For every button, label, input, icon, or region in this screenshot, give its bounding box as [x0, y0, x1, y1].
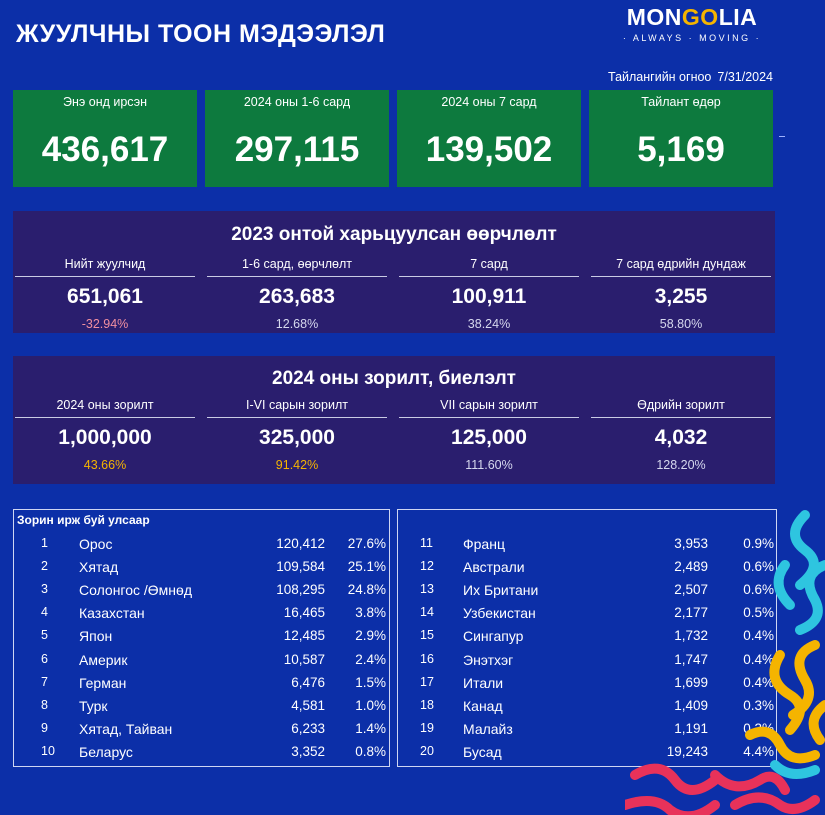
report-date — [602, 70, 773, 84]
target-label: Өдрийн зорилт — [591, 397, 771, 418]
country-count: 1,699 — [674, 674, 708, 690]
logo-wordmark — [612, 4, 772, 31]
country-rank: 1 — [41, 536, 48, 550]
target-achieved: 91.42% — [275, 458, 319, 472]
country-name: Австрали — [463, 559, 525, 576]
country-count: 19,243 — [666, 743, 708, 759]
country-rank: 6 — [41, 651, 48, 666]
country-share: 0.4% — [743, 674, 774, 690]
table-row — [14, 652, 389, 675]
kpi-value: 436,617 — [41, 130, 169, 169]
table-row — [14, 628, 389, 651]
country-count: 12,485 — [283, 628, 325, 644]
country-share: 1.5% — [355, 674, 386, 690]
country-name: Казахстан — [79, 605, 145, 622]
target-july — [397, 397, 581, 472]
country-share: 3.8% — [355, 605, 386, 621]
country-share: 0.9% — [743, 536, 774, 551]
country-name: Бусад — [463, 743, 502, 760]
target-label: 2024 оны зорилт — [15, 397, 195, 418]
logo-text-go: GO — [681, 4, 719, 30]
target-h1 — [205, 397, 389, 472]
country-rank: 3 — [41, 582, 48, 597]
country-name: Франц — [463, 536, 505, 552]
country-count: 1,191 — [674, 720, 708, 736]
report-date-label: Тайлангийн огноо — [608, 70, 712, 84]
logo-text-mon: MON — [626, 4, 682, 30]
country-table-heading: Зорин ирж буй улсаар — [17, 513, 150, 527]
kpi-value: 139,502 — [425, 130, 553, 169]
comparison-change: 58.80% — [659, 317, 703, 331]
target-label: VII сарын зорилт — [399, 397, 579, 418]
comparison-july — [397, 256, 581, 331]
table-row — [14, 744, 389, 767]
country-name: Малайз — [463, 720, 513, 737]
country-rank: 20 — [420, 743, 434, 758]
comparison-value: 3,255 — [654, 285, 708, 308]
divider — [779, 136, 785, 137]
kpi-label: Энэ онд ирсэн — [63, 95, 147, 109]
country-share: 0.3% — [743, 697, 774, 713]
comparison-label: 1-6 сард, өөрчлөлт — [207, 256, 387, 277]
comparison-total — [13, 256, 197, 331]
country-rank: 11 — [420, 536, 433, 550]
country-name: Хятад — [79, 559, 119, 576]
country-share: 2.9% — [355, 628, 386, 644]
target-achieved: 128.20% — [656, 458, 706, 472]
kpi-card-report-day — [589, 90, 773, 187]
country-name: Узбекистан — [463, 605, 536, 622]
country-name: Канад — [463, 697, 503, 714]
country-rank: 4 — [41, 605, 48, 620]
country-share: 0.6% — [743, 582, 774, 598]
table-row — [14, 721, 389, 744]
table-row — [14, 675, 389, 698]
country-share: 1.0% — [355, 697, 386, 713]
country-count: 2,177 — [674, 605, 708, 621]
country-share: 0.4% — [743, 651, 774, 667]
country-share: 25.1% — [347, 559, 386, 575]
target-value: 325,000 — [259, 426, 335, 449]
country-rank: 5 — [41, 628, 48, 643]
country-rank: 12 — [420, 559, 434, 574]
country-rank: 8 — [41, 697, 48, 712]
country-rank: 17 — [420, 674, 434, 689]
table-row — [14, 536, 389, 559]
target-value: 125,000 — [451, 426, 527, 449]
country-name: Энэтхэг — [463, 651, 514, 668]
country-name: Япон — [79, 628, 113, 645]
kpi-value: 297,115 — [234, 130, 360, 169]
country-share: 0.3% — [743, 720, 774, 736]
country-share: 0.8% — [355, 743, 386, 759]
report-date-value: 7/31/2024 — [717, 70, 773, 84]
country-name: Итали — [463, 674, 504, 691]
country-name: Хятад, Тайван — [79, 720, 173, 737]
comparison-panel — [13, 211, 775, 333]
target-value: 4,032 — [654, 426, 708, 449]
comparison-label: Нийт жуулчид — [15, 256, 195, 277]
logo-text-lia: LIA — [718, 4, 758, 30]
country-share: 4.4% — [743, 743, 774, 759]
country-rank: 13 — [420, 582, 434, 597]
kpi-value: 5,169 — [637, 130, 725, 169]
table-row — [14, 605, 389, 628]
table-row — [14, 582, 389, 605]
country-count: 1,747 — [674, 651, 708, 667]
country-rank: 10 — [41, 743, 55, 758]
country-rank: 14 — [420, 605, 434, 620]
country-name: Солонгос /Өмнөд — [79, 582, 192, 599]
country-share: 27.6% — [347, 536, 386, 551]
country-name: Америк — [79, 651, 128, 668]
comparison-label: 7 сард өдрийн дундаж — [591, 256, 771, 277]
country-count: 3,953 — [674, 536, 708, 551]
country-count: 2,507 — [674, 582, 708, 598]
target-value: 1,000,000 — [58, 426, 152, 449]
kpi-card-july — [397, 90, 581, 187]
country-share: 0.4% — [743, 628, 774, 644]
country-count: 108,295 — [276, 582, 325, 598]
kpi-label: Тайлант өдөр — [641, 95, 721, 109]
country-count: 10,587 — [283, 651, 325, 667]
comparison-value: 651,061 — [67, 285, 143, 308]
table-row — [14, 698, 389, 721]
comparison-label: 7 сард — [399, 256, 579, 277]
kpi-label: 2024 оны 1-6 сард — [243, 95, 351, 109]
country-count: 4,581 — [291, 697, 325, 713]
country-rank: 19 — [420, 720, 434, 735]
kpi-card-this-year — [13, 90, 197, 187]
target-achieved: 43.66% — [83, 458, 127, 472]
country-count: 16,465 — [283, 605, 325, 621]
comparison-daily-avg — [589, 256, 773, 331]
country-rank: 16 — [420, 651, 434, 666]
country-count: 120,412 — [276, 536, 325, 551]
country-share: 0.6% — [743, 559, 774, 575]
targets-panel — [13, 356, 775, 484]
country-rank: 18 — [420, 697, 434, 712]
country-name: Сингапур — [463, 628, 524, 645]
country-share: 0.5% — [743, 605, 774, 621]
decorative-pattern-icon — [625, 505, 825, 815]
country-name: Беларус — [79, 743, 133, 760]
country-count: 6,233 — [291, 720, 325, 736]
country-count: 2,489 — [674, 559, 708, 575]
country-count: 109,584 — [276, 559, 325, 575]
country-count: 1,409 — [674, 697, 708, 713]
comparison-title: 2023 онтой харьцуулсан өөрчлөлт — [231, 224, 557, 245]
country-count: 6,476 — [291, 674, 325, 690]
country-count: 1,732 — [674, 628, 708, 644]
comparison-change: 12.68% — [275, 317, 319, 331]
table-row — [14, 559, 389, 582]
country-share: 2.4% — [355, 651, 386, 667]
country-rank: 9 — [41, 720, 48, 735]
country-rank: 15 — [420, 628, 434, 643]
country-rank: 2 — [41, 559, 48, 574]
country-name: Турк — [79, 697, 108, 714]
target-daily — [589, 397, 773, 472]
comparison-change: -32.94% — [81, 317, 129, 331]
country-table-left — [13, 509, 390, 767]
country-name: Герман — [79, 674, 127, 691]
target-annual — [13, 397, 197, 472]
kpi-label: 2024 оны 7 сард — [441, 95, 537, 109]
comparison-change: 38.24% — [467, 317, 511, 331]
target-achieved: 111.60% — [465, 458, 513, 472]
kpi-card-jan-jun — [205, 90, 389, 187]
country-name: Их Британи — [463, 582, 539, 599]
target-label: I-VI сарын зорилт — [207, 397, 387, 418]
country-count: 3,352 — [291, 743, 325, 759]
mongolia-logo — [612, 4, 772, 43]
page-title: ЖУУЛЧНЫ ТООН МЭДЭЭЛЭЛ — [16, 20, 386, 48]
country-share: 24.8% — [347, 582, 386, 598]
logo-tagline: · ALWAYS · MOVING · — [622, 33, 762, 43]
country-share: 1.4% — [355, 720, 386, 736]
comparison-jan-jun — [205, 256, 389, 331]
country-rank: 7 — [41, 674, 48, 689]
comparison-value: 100,911 — [451, 285, 527, 308]
comparison-value: 263,683 — [259, 285, 335, 308]
country-name: Орос — [79, 536, 113, 552]
targets-title: 2024 оны зорилт, биелэлт — [272, 368, 516, 389]
